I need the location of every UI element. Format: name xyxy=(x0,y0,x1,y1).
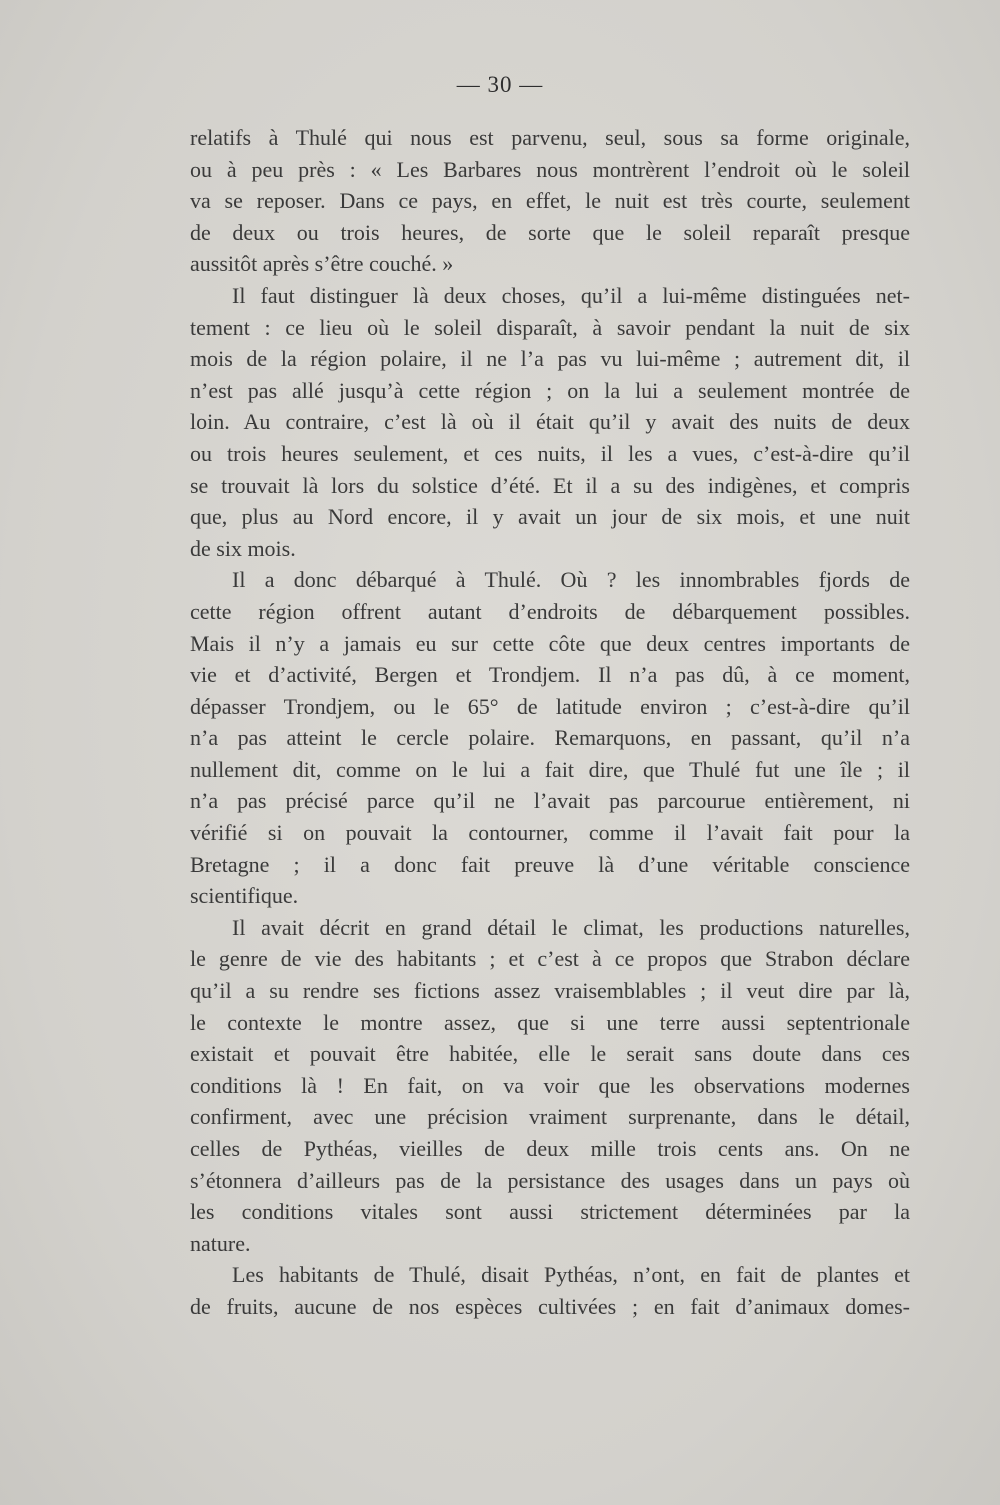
text-line: le genre de vie des habitants ; et c’est à ce propos que Strabon déclare xyxy=(190,946,910,972)
text-line: aussitôt après s’être couché. » xyxy=(190,251,454,277)
text-line: Il faut distinguer là deux choses, qu’il a lui-même distinguées net- xyxy=(232,282,910,308)
text-line: n’a pas précisé parce qu’il ne l’avait pas parcourue entièrement, ni xyxy=(190,788,910,814)
text-line: ou trois heures seulement, et ces nuits, il les a vues, c’est-à-dire qu’il xyxy=(190,440,910,466)
text-line: loin. Au contraire, c’est là où il était qu’il y avait des nuits de deux xyxy=(190,409,910,435)
text-line: n’a pas atteint le cercle polaire. Remarquons, en passant, qu’il n’a xyxy=(190,725,910,751)
text-line: Bretagne ; il a donc fait preuve là d’une véritable conscience xyxy=(190,851,910,877)
text-line: scientifique. xyxy=(190,883,299,909)
paragraph xyxy=(190,280,910,564)
text-line: le contexte le montre assez, que si une terre aussi septentrionale xyxy=(190,1009,910,1035)
text-line: de deux ou trois heures, de sorte que le soleil reparaît presque xyxy=(190,219,910,245)
text-line: Il avait décrit en grand détail le climat, les productions naturelles, xyxy=(232,914,910,940)
text-line: vie et d’activité, Bergen et Trondjem. Il n’a pas dû, à ce moment, xyxy=(190,662,910,688)
text-line: se trouvait là lors du solstice d’été. Et il a su des indigènes, et compris xyxy=(190,472,910,498)
paragraph xyxy=(190,1259,910,1322)
text-line: conditions là ! En fait, on va voir que les observations modernes xyxy=(190,1072,910,1098)
text-line: qu’il a su rendre ses fictions assez vraisemblables ; il veut dire par là, xyxy=(190,978,910,1004)
text-line: existait et pouvait être habitée, elle le serait sans doute dans ces xyxy=(190,1041,910,1067)
paragraph xyxy=(190,912,910,1260)
paragraph xyxy=(190,122,910,280)
text-line: de fruits, aucune de nos espèces cultivées ; en fait d’animaux domes- xyxy=(190,1293,910,1319)
text-line: mois de la région polaire, il ne l’a pas vu lui-même ; autrement dit, il xyxy=(190,346,910,372)
text-line: n’est pas allé jusqu’à cette région ; on la lui a seulement montrée de xyxy=(190,377,910,403)
text-line: de six mois. xyxy=(190,535,296,561)
paragraph xyxy=(190,564,910,912)
text-line: les conditions vitales sont aussi strictement déterminées par la xyxy=(190,1199,910,1225)
text-line: relatifs à Thulé qui nous est parvenu, seul, sous sa forme originale, xyxy=(190,125,910,150)
text-line: que, plus au Nord encore, il y avait un jour de six mois, et une nuit xyxy=(190,504,910,530)
text-line: cette région offrent autant d’endroits de débarquement possibles. xyxy=(190,598,910,624)
text-line: dépasser Trondjem, ou le 65° de latitude environ ; c’est-à-dire qu’il xyxy=(190,693,910,719)
text-line: Il a donc débarqué à Thulé. Où ? les innombrables fjords de xyxy=(232,567,910,593)
text-line: confirment, avec une précision vraiment surprenante, dans le détail, xyxy=(190,1104,910,1130)
text-line: tement : ce lieu où le soleil disparaît, à savoir pendant la nuit de six xyxy=(190,314,910,340)
text-line: ou à peu près : « Les Barbares nous montrèrent l’endroit où le soleil xyxy=(190,156,910,182)
text-line: s’étonnera d’ailleurs pas de la persistance des usages dans un pays où xyxy=(190,1167,910,1193)
body-text xyxy=(190,122,910,1323)
text-line: Les habitants de Thulé, disait Pythéas, n’ont, en fait de plantes et xyxy=(232,1262,910,1288)
text-line: nullement dit, comme on le lui a fait dire, que Thulé fut une île ; il xyxy=(190,756,910,782)
page-number: — 30 — xyxy=(456,72,544,97)
text-line: celles de Pythéas, vieilles de deux mille trois cents ans. On ne xyxy=(190,1136,910,1161)
text-line: vérifié si on pouvait la contourner, comme il l’avait fait pour la xyxy=(190,820,910,846)
text-line: Mais il n’y a jamais eu sur cette côte que deux centres importants de xyxy=(190,630,910,656)
text-line: va se reposer. Dans ce pays, en effet, le nuit est très courte, seulement xyxy=(190,188,910,214)
text-line: nature. xyxy=(190,1230,251,1256)
